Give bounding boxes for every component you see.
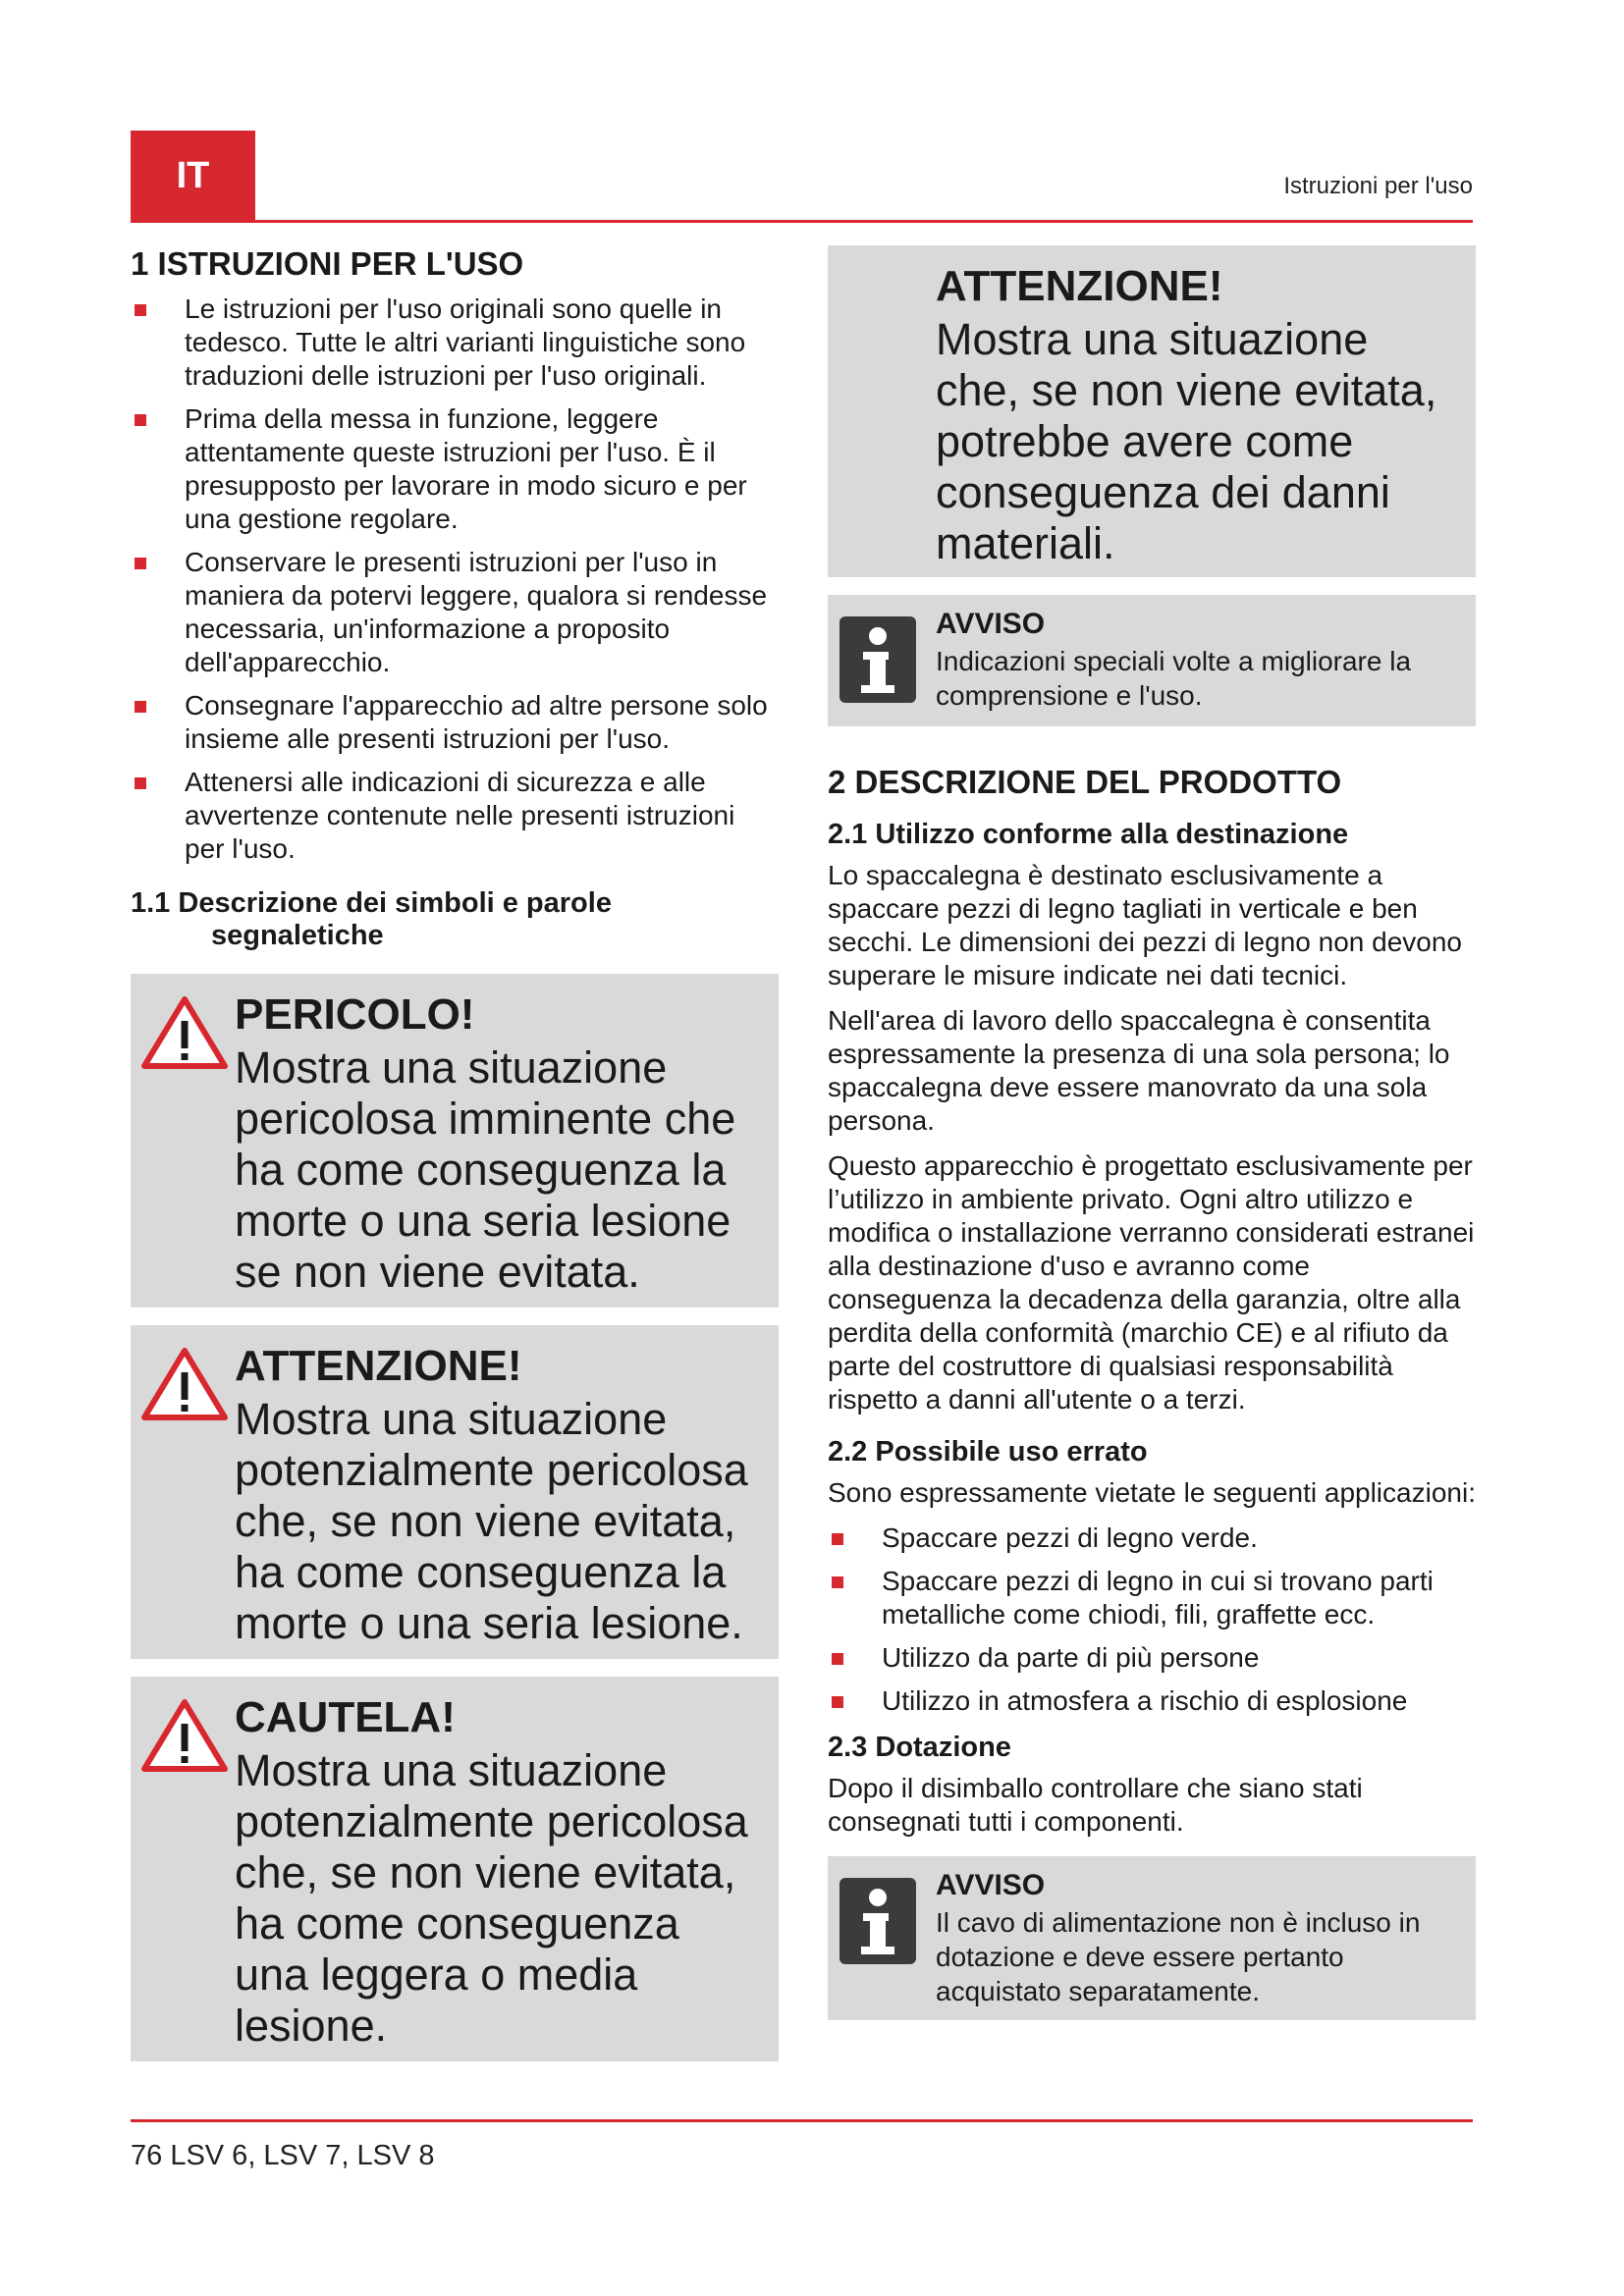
notice-text: Indicazioni speciali volte a migliorare la comprensione e l'uso. [936, 646, 1412, 711]
section-2-2-heading: 2.2 Possibile uso errato [828, 1436, 1148, 1468]
instructions-list [131, 293, 779, 866]
bullet-square-icon [135, 701, 146, 713]
attention-title: ATTENZIONE! [936, 262, 1223, 310]
warning-box [131, 1325, 779, 1659]
bullet-square-icon [135, 304, 146, 316]
paragraph: Lo spaccalegna è destinato esclusivamente a spaccare pezzi di legno tagliati in verticale e ben secchi. Le dimensioni dei pezzi di legno non devono superare le misure indicate nei dati tecnici. [828, 860, 1462, 990]
right-column [828, 245, 1476, 2057]
warning-triangle-icon [140, 1345, 229, 1423]
notice-box [828, 595, 1476, 726]
list-item: Attenersi alle indicazioni di sicurezza e alle avvertenze contenute nelle presenti istruzioni per l'uso. [131, 766, 779, 866]
list-item: Prima della messa in funzione, leggere attentamente queste istruzioni per l'uso. È il presupposto per lavorare in modo sicuro e per una gestione regolare. [131, 402, 779, 536]
danger-box [131, 974, 779, 1308]
paragraph: Sono espressamente vietate le seguenti applicazioni: [828, 1477, 1476, 1508]
bullet-square-icon [135, 558, 146, 569]
bullet-square-icon [135, 414, 146, 426]
paragraph: Nell'area di lavoro dello spaccalegna è consentita espressamente la presenza di una sola persona; lo spaccalegna deve essere manovrato da una sola persona. [828, 1005, 1450, 1136]
list-item: Spaccare pezzi di legno verde. [828, 1522, 1476, 1555]
list-item: Conservare le presenti istruzioni per l'uso in maniera da potervi leggere, qualora si rendesse necessaria, un'informazione a proposito dell'apparecchio. [131, 546, 779, 679]
list-item: Utilizzo da parte di più persone [828, 1641, 1476, 1675]
section-2-heading: 2 DESCRIZIONE DEL PRODOTTO [828, 764, 1342, 800]
footer-divider [131, 2119, 1473, 2122]
bullet-square-icon [832, 1576, 843, 1588]
attention-text: Mostra una situazione che, se non viene evitata, potrebbe avere come conseguenza dei danni materiali. [936, 314, 1437, 568]
header-title: Istruzioni per l'uso [1283, 173, 1473, 199]
notice-title: AVVISO [936, 1869, 1046, 1901]
section-1-heading: 1 ISTRUZIONI PER L'USO [131, 245, 524, 282]
list-item: Spaccare pezzi di legno in cui si trovano parti metalliche come chiodi, fili, graffette ecc. [828, 1565, 1476, 1631]
misuse-list [828, 1522, 1476, 1718]
section-2-3-heading: 2.3 Dotazione [828, 1732, 1011, 1763]
danger-title: PERICOLO! [235, 990, 475, 1039]
paragraph: Dopo il disimballo controllare che siano stati consegnati tutti i componenti. [828, 1773, 1363, 1837]
warning-text: Mostra una situazione potenzialmente pericolosa che, se non viene evitata, ha come conseguenza la morte o una seria lesione. [235, 1394, 748, 1648]
section-2-1-heading: 2.1 Utilizzo conforme alla destinazione [828, 819, 1349, 850]
danger-text: Mostra una situazione pericolosa imminente che ha come conseguenza la morte o una seria lesione se non viene evitata. [235, 1042, 736, 1297]
info-icon [839, 616, 916, 703]
paragraph: Questo apparecchio è progettato esclusivamente per l’utilizzo in ambiente privato. Ogni altro utilizzo e modifica o installazione verranno considerati estranei alla destinazione d'uso e avranno come conseguenza la decadenza della garanzia, oltre alla perdita della conformità (marchio CE) e al rifiuto da parte del costruttore di qualsiasi responsabilità rispetto a danni all'utente o a terzi. [828, 1150, 1475, 1415]
section-1-1-heading: 1.1 Descrizione dei simboli e parole segnaletiche [131, 887, 612, 951]
list-item: Le istruzioni per l'uso originali sono quelle in tedesco. Tutte le altri varianti linguistiche sono traduzioni delle istruzioni per l'uso originali. [131, 293, 779, 393]
warning-title: ATTENZIONE! [235, 1342, 522, 1390]
caution-box [131, 1677, 779, 2061]
bullet-square-icon [832, 1653, 843, 1665]
notice-box [828, 1856, 1476, 2020]
list-item: Utilizzo in atmosfera a rischio di esplosione [828, 1684, 1476, 1718]
language-tab: IT [131, 131, 255, 221]
list-item: Consegnare l'apparecchio ad altre persone solo insieme alle presenti istruzioni per l'uso. [131, 689, 779, 756]
attention-box [828, 245, 1476, 577]
info-icon [839, 1878, 916, 1964]
caution-title: CAUTELA! [235, 1693, 456, 1741]
notice-text: Il cavo di alimentazione non è incluso in dotazione e deve essere pertanto acquistato separatamente. [936, 1907, 1421, 2006]
bullet-square-icon [832, 1533, 843, 1545]
warning-triangle-icon [140, 1696, 229, 1775]
notice-title: AVVISO [936, 608, 1046, 640]
caution-text: Mostra una situazione potenzialmente pericolosa che, se non viene evitata, ha come conseguenza una leggera o media lesione. [235, 1745, 748, 2051]
warning-triangle-icon [140, 993, 229, 1072]
left-column [131, 245, 779, 2079]
header-divider [131, 220, 1473, 223]
footer-text: 76 LSV 6, LSV 7, LSV 8 [131, 2140, 435, 2171]
bullet-square-icon [832, 1696, 843, 1708]
bullet-square-icon [135, 777, 146, 789]
